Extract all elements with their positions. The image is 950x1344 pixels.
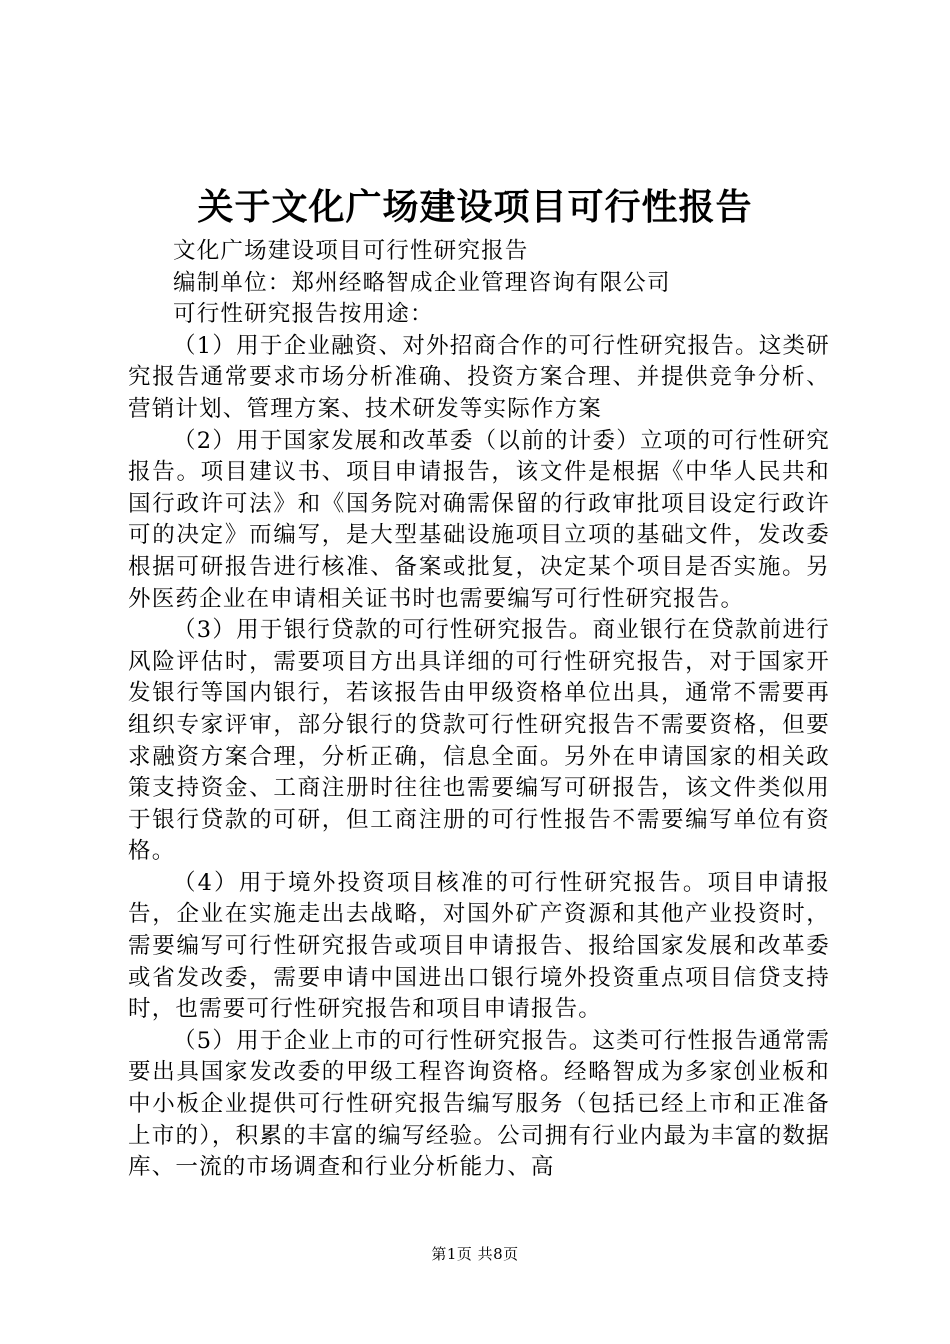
paragraph-usage-4: （4）用于境外投资项目核准的可行性研究报告。项目申请报告，企业在实施走出去战略，对国外矿产资源和其他产业投资时，需要编写可行性研究报告或项目申请报告、报给国家发展和改革委或省发改委，需要申请中国进出口银行境外投资重点项目信贷支持时，也需要可行性研究报告和项目申请报告。: [128, 869, 830, 1023]
paragraph-usage-3: （3）用于银行贷款的可行性研究报告。商业银行在贷款前进行风险评估时，需要项目方出具详细的可行性研究报告，对于国家开发银行等国内银行，若该报告由甲级资格单位出具，通常不需要再组织专家评审，部分银行的贷款可行性研究报告不需要资格，但要求融资方案合理，分析正确，信息全面。另外在申请国家的相关政策支持资金、工商注册时往往也需要编写可研报告，该文件类似用于银行贷款的可研，但工商注册的可行性报告不需要编写单位有资格。: [128, 617, 830, 865]
paragraph-compiler: 编制单位：郑州经略智成企业管理咨询有限公司: [173, 269, 671, 296]
paragraph-usage-2: （2）用于国家发展和改革委（以前的计委）立项的可行性研究报告。项目建议书、项目申请报告，该文件是根据《中华人民共和国行政许可法》和《国务院对确需保留的行政审批项目设定行政许可的决定》而编写，是大型基础设施项目立项的基础文件，发改委根据可研报告进行核准、备案或批复，决定某个项目是否实施。另外医药企业在申请相关证书时也需要编写可行性研究报告。: [128, 427, 830, 612]
document-title: 关于文化广场建设项目可行性报告: [197, 187, 753, 228]
paragraph-usage-heading: 可行性研究报告按用途：: [173, 301, 434, 328]
paragraph-usage-5: （5）用于企业上市的可行性研究报告。这类可行性报告通常需要出具国家发改委的甲级工程咨询资格。经略智成为多家创业板和中小板企业提供可行性研究报告编写服务（包括已经上市和正准备上市的），积累的丰富的编写经验。公司拥有行业内最为丰富的数据库、一流的市场调查和行业分析能力、高: [128, 1027, 830, 1181]
paragraph-subtitle: 文化广场建设项目可行性研究报告: [173, 238, 529, 264]
page-number-footer: 第1页 共8页: [431, 1245, 519, 1263]
document-body: [128, 236, 830, 1184]
paragraph-usage-1: （1）用于企业融资、对外招商合作的可行性研究报告。这类研究报告通常要求市场分析准确、投资方案合理、并提供竞争分析、营销计划、管理方案、技术研发等实际作方案: [128, 332, 830, 422]
